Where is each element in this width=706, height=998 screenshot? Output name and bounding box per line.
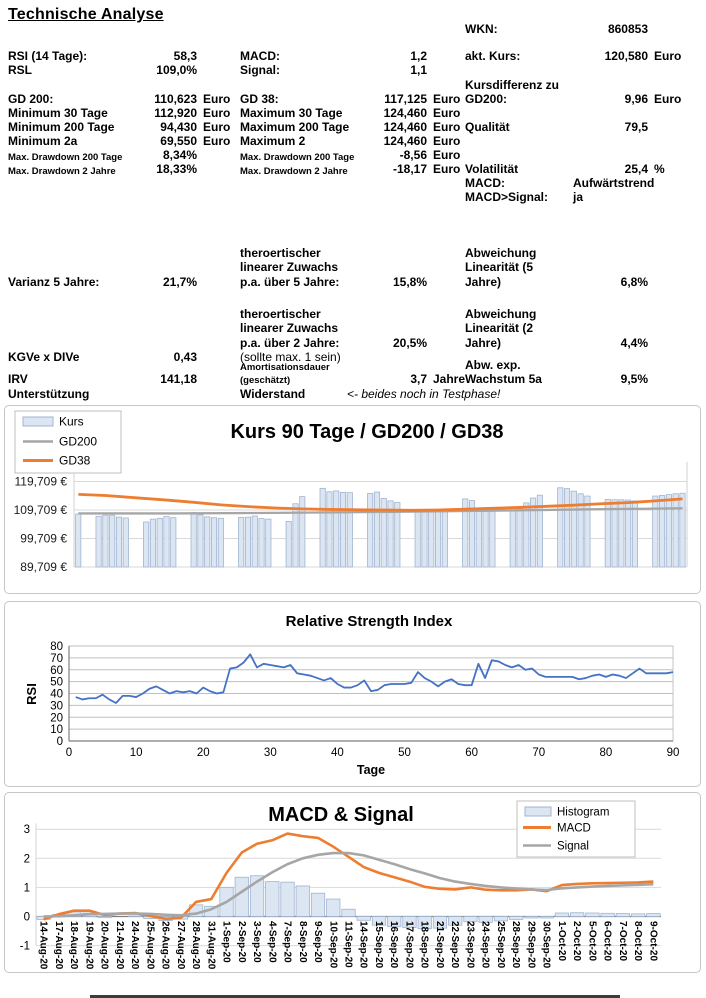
svg-text:20: 20 [50, 712, 63, 725]
svg-text:50: 50 [398, 747, 411, 759]
svg-text:7-Oct-20: 7-Oct-20 [616, 921, 628, 962]
kurs-chart-title: Kurs 90 Tage / GD200 / GD38 [230, 421, 504, 443]
svg-text:24-Sep-20: 24-Sep-20 [479, 921, 491, 969]
abw2-line1: Abweichung [465, 307, 537, 321]
kurs-legend [15, 411, 121, 473]
gd200-value: 110,623 [154, 92, 197, 106]
svg-text:80: 80 [50, 641, 63, 653]
gd200-unit: Euro [203, 92, 231, 106]
svg-text:1-Sep-20: 1-Sep-20 [220, 921, 232, 963]
rsi-yaxis-label: RSI [24, 683, 39, 705]
max30-label: Maximum 30 Tage [240, 106, 343, 120]
kurs-chart-box [4, 405, 701, 594]
svg-text:22-Sep-20: 22-Sep-20 [449, 921, 461, 969]
akt-kurs-label: akt. Kurs: [465, 49, 521, 63]
svg-text:25-Sep-20: 25-Sep-20 [494, 921, 506, 969]
svg-text:Histogram: Histogram [557, 806, 610, 819]
min200-unit: Euro [203, 120, 231, 134]
abw5-line1: Abweichung [465, 246, 537, 260]
max30-value: 124,460 [383, 106, 427, 120]
svg-text:31-Aug-20: 31-Aug-20 [205, 921, 217, 970]
volatilitaet-label: Volatilität [465, 162, 519, 176]
page-title: Technische Analyse [8, 6, 164, 23]
svg-text:Signal: Signal [557, 840, 589, 853]
min2a-label: Minimum 2a [8, 134, 78, 148]
svg-text:16-Sep-20: 16-Sep-20 [388, 921, 400, 969]
svg-text:0: 0 [23, 911, 30, 924]
svg-text:8-Sep-20: 8-Sep-20 [296, 921, 308, 963]
svg-text:5-Oct-20: 5-Oct-20 [586, 921, 598, 962]
min30-unit: Euro [203, 106, 231, 120]
svg-text:GD200: GD200 [59, 434, 98, 449]
svg-text:2-Oct-20: 2-Oct-20 [571, 921, 583, 962]
svg-text:14-Aug-20: 14-Aug-20 [37, 921, 49, 970]
testphase-note: <- beides noch in Testphase! [347, 387, 501, 401]
svg-text:17-Sep-20: 17-Sep-20 [403, 921, 415, 969]
wkn-label: WKN: [465, 22, 498, 36]
svg-text:70: 70 [50, 652, 63, 665]
svg-text:2-Sep-20: 2-Sep-20 [235, 921, 247, 963]
drawdown2j-eur-value: -18,17 [392, 162, 427, 176]
svg-text:29-Sep-20: 29-Sep-20 [525, 921, 537, 969]
abw2-value: 4,4% [620, 336, 648, 350]
kursdifferenz-unit: Euro [654, 92, 682, 106]
svg-text:Kurs: Kurs [59, 414, 84, 429]
kurs-chart [5, 406, 700, 593]
svg-text:-1: -1 [19, 940, 30, 953]
amortisation-value: 3,7 [410, 372, 427, 386]
svg-text:30: 30 [50, 700, 63, 713]
varianz-value: 21,7% [162, 275, 197, 289]
volatilitaet-value: 25,4 [624, 162, 648, 176]
zuwachs5-line1: theroertischer [240, 246, 321, 260]
abw5-line3: Jahre) [465, 275, 502, 289]
kgve-value: 0,43 [173, 350, 197, 364]
varianz-label: Varianz 5 Jahre: [8, 275, 100, 289]
abw5-line2: Linearität (5 [465, 260, 534, 274]
svg-text:90: 90 [666, 747, 680, 759]
svg-text:40: 40 [331, 747, 344, 759]
svg-text:40: 40 [50, 688, 63, 701]
macd-legend [517, 801, 635, 857]
max200-label: Maximum 200 Tage [240, 120, 350, 134]
rsl-value: 109,0% [156, 63, 197, 77]
zuwachs2-line2: linearer Zuwachs [240, 321, 339, 335]
akt-kurs-value: 120,580 [604, 49, 648, 63]
svg-text:10: 10 [129, 747, 143, 759]
irv-label: IRV [8, 372, 28, 386]
kursdifferenz-value: 9,96 [624, 92, 648, 106]
svg-text:25-Aug-20: 25-Aug-20 [144, 921, 156, 970]
svg-text:70: 70 [532, 747, 546, 759]
macd-x-labels [38, 921, 659, 970]
drawdown200-eur-unit: Euro [433, 148, 461, 162]
svg-text:20-Aug-20: 20-Aug-20 [98, 921, 110, 970]
signal-label: Signal: [240, 63, 281, 77]
kursdifferenz-label-line2: GD200: [465, 92, 508, 106]
svg-text:21-Sep-20: 21-Sep-20 [433, 921, 445, 969]
min30-label: Minimum 30 Tage [8, 106, 108, 120]
svg-text:GD38: GD38 [59, 453, 91, 468]
rsl-label: RSL [8, 63, 32, 77]
rsi-chart-box [4, 601, 701, 787]
svg-text:109,709 €: 109,709 € [13, 503, 67, 517]
svg-text:10: 10 [50, 724, 63, 737]
svg-text:28-Sep-20: 28-Sep-20 [510, 921, 522, 969]
svg-text:30: 30 [263, 747, 277, 759]
svg-text:1-Oct-20: 1-Oct-20 [555, 921, 567, 962]
svg-text:8-Oct-20: 8-Oct-20 [632, 921, 644, 962]
svg-text:30-Sep-20: 30-Sep-20 [540, 921, 552, 969]
svg-text:17-Aug-20: 17-Aug-20 [52, 921, 64, 970]
svg-text:15-Sep-20: 15-Sep-20 [372, 921, 384, 969]
svg-text:18-Aug-20: 18-Aug-20 [68, 921, 80, 970]
akt-kurs-unit: Euro [654, 49, 682, 63]
macd-trend-value: Aufwärtstrend [573, 176, 655, 190]
rsi-value: 58,3 [173, 49, 197, 63]
svg-text:3: 3 [23, 824, 30, 837]
drawdown200-eur-label: Max. Drawdown 200 Tage [240, 152, 355, 163]
svg-text:10-Sep-20: 10-Sep-20 [327, 921, 339, 969]
svg-text:99,709 €: 99,709 € [20, 531, 67, 546]
max2-value: 124,460 [383, 134, 427, 148]
svg-text:27-Aug-20: 27-Aug-20 [174, 921, 186, 970]
svg-text:11-Sep-20: 11-Sep-20 [342, 921, 354, 968]
svg-text:0: 0 [56, 736, 63, 748]
svg-text:14-Sep-20: 14-Sep-20 [357, 921, 369, 969]
kursdifferenz-label-line1: Kursdifferenz zu [465, 78, 560, 92]
kgve-label: KGVe x DIVe [8, 350, 80, 364]
svg-text:60: 60 [465, 747, 479, 759]
svg-text:21-Aug-20: 21-Aug-20 [113, 921, 125, 970]
drawdown200-pct-value: 8,34% [162, 148, 197, 162]
drawdown2j-pct-label: Max. Drawdown 2 Jahre [8, 166, 116, 177]
signal-value: 1,1 [410, 63, 427, 77]
svg-text:3-Sep-20: 3-Sep-20 [251, 921, 263, 963]
rsi-line [76, 654, 673, 703]
svg-text:18-Sep-20: 18-Sep-20 [418, 921, 430, 969]
volatilitaet-unit: % [654, 162, 665, 176]
drawdown200-eur-value: -8,56 [399, 148, 427, 162]
svg-text:1: 1 [23, 882, 30, 895]
qualitaet-label: Qualität [465, 120, 510, 134]
max30-unit: Euro [433, 106, 461, 120]
abwexp-label-line1: Abw. exp. [465, 358, 521, 372]
rsi-chart [5, 602, 700, 786]
rsi-chart-title: Relative Strength Index [285, 613, 453, 630]
gd200-label: GD 200: [8, 92, 54, 106]
macd-gt-signal-label: MACD>Signal: [465, 190, 549, 204]
svg-text:23-Sep-20: 23-Sep-20 [464, 921, 476, 969]
svg-text:4-Sep-20: 4-Sep-20 [266, 921, 278, 963]
max200-value: 124,460 [383, 120, 427, 134]
zuwachs5-value: 15,8% [392, 275, 427, 289]
drawdown2j-eur-unit: Euro [433, 162, 461, 176]
amortisation-label-line1: Amortisationsdauer [240, 362, 330, 373]
widerstand-label: Widerstand [240, 387, 306, 401]
zuwachs2-line1: theroertischer [240, 307, 321, 321]
abw2-line2: Linearität (2 [465, 321, 534, 335]
min30-value: 112,920 [154, 106, 197, 120]
svg-text:20: 20 [196, 747, 210, 759]
macd-trend-label: MACD: [465, 176, 505, 190]
unterstuetzung-label: Unterstützung [8, 387, 90, 401]
max2-label: Maximum 2 [240, 134, 306, 148]
abwexp-value: 9,5% [620, 372, 648, 386]
drawdown2j-eur-label: Max. Drawdown 2 Jahre [240, 166, 348, 177]
zuwachs2-line3: p.a. über 2 Jahre: [240, 336, 340, 350]
svg-text:50: 50 [50, 676, 63, 689]
irv-value: 141,18 [160, 372, 197, 386]
macd-chart [5, 793, 700, 972]
abwexp-label-line2: Wachstum 5a [465, 372, 542, 386]
svg-text:28-Aug-20: 28-Aug-20 [190, 921, 202, 970]
abw2-line3: Jahre) [465, 336, 502, 350]
drawdown200-pct-label: Max. Drawdown 200 Tage [8, 152, 123, 163]
svg-text:2: 2 [23, 853, 30, 866]
wkn-value: 860853 [607, 22, 648, 36]
rsi-plot [50, 641, 679, 759]
gd38-value: 117,125 [384, 92, 427, 106]
svg-text:19-Aug-20: 19-Aug-20 [83, 921, 95, 970]
macd-value: 1,2 [410, 49, 427, 63]
macd-gt-signal-value: ja [573, 190, 584, 204]
abw5-value: 6,8% [620, 275, 648, 289]
zuwachs5-line3: p.a. über 5 Jahre: [240, 275, 340, 289]
min2a-value: 69,550 [160, 134, 197, 148]
macd-chart-box [4, 792, 701, 973]
svg-text:26-Aug-20: 26-Aug-20 [159, 921, 171, 970]
svg-text:24-Aug-20: 24-Aug-20 [129, 921, 141, 970]
gd38-line [78, 494, 682, 510]
max200-unit: Euro [433, 120, 461, 134]
svg-text:6-Oct-20: 6-Oct-20 [601, 921, 613, 962]
min200-value: 94,430 [160, 120, 197, 134]
svg-text:89,709 €: 89,709 € [20, 560, 67, 574]
svg-text:9-Oct-20: 9-Oct-20 [647, 921, 659, 962]
svg-text:60: 60 [50, 664, 63, 677]
min2a-unit: Euro [203, 134, 231, 148]
zuwachs2-line4: (sollte max. 1 sein) [240, 350, 341, 364]
drawdown2j-pct-value: 18,33% [156, 162, 197, 176]
svg-text:119,709 €: 119,709 € [14, 474, 67, 489]
max2-unit: Euro [433, 134, 461, 148]
macd-label: MACD: [240, 49, 280, 63]
amortisation-unit: Jahre [433, 372, 466, 386]
rsi-xaxis-label: Tage [356, 763, 386, 777]
svg-text:0: 0 [65, 747, 73, 759]
svg-text:9-Sep-20: 9-Sep-20 [312, 921, 324, 963]
svg-text:80: 80 [599, 747, 613, 759]
svg-text:MACD: MACD [557, 822, 591, 835]
amortisation-label-line2: (geschätzt) [240, 375, 291, 386]
min200-label: Minimum 200 Tage [8, 120, 115, 134]
gd38-label: GD 38: [240, 92, 279, 106]
rsi-label: RSI (14 Tage): [8, 49, 88, 63]
zuwachs2-value: 20,5% [392, 336, 427, 350]
svg-text:7-Sep-20: 7-Sep-20 [281, 921, 293, 963]
qualitaet-value: 79,5 [624, 120, 648, 134]
zuwachs5-line2: linearer Zuwachs [240, 260, 339, 274]
macd-chart-title: MACD & Signal [268, 804, 414, 826]
gd38-unit: Euro [433, 92, 461, 106]
